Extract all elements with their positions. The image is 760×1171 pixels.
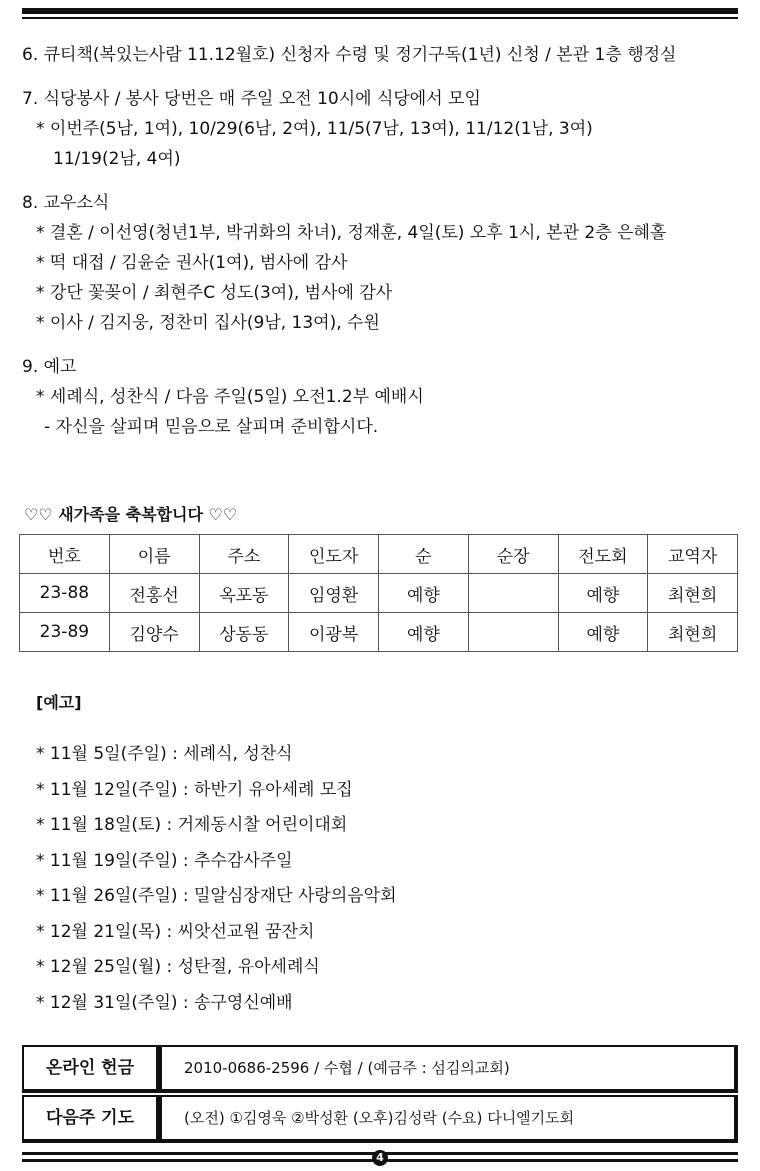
top-rule-thin	[22, 17, 738, 19]
table-cell: 최현희	[648, 613, 738, 652]
online-offering-row	[22, 1045, 738, 1091]
announcement-line: * 세례식, 성찬식 / 다음 주일(5일) 오전1.2부 예배시	[36, 387, 424, 407]
column-header: 순장	[468, 535, 558, 574]
column-header: 인도자	[289, 535, 379, 574]
table-cell: 예향	[558, 574, 648, 613]
announcement-line: 11/19(2남, 4여)	[53, 149, 181, 169]
list-item: * 11월 19일(주일) : 추수감사주일	[36, 850, 293, 871]
table-cell: 전홍선	[109, 574, 199, 613]
list-item: * 12월 21일(목) : 씨앗선교원 꿈잔치	[36, 921, 315, 942]
announcement-line: * 이사 / 김지웅, 정찬미 집사(9남, 13여), 수원	[36, 313, 380, 333]
list-item: * 11월 5일(주일) : 세례식, 성찬식	[36, 744, 293, 764]
table-cell: 23-88	[20, 574, 110, 613]
list-item: * 11월 26일(주일) : 밀알심장재단 사랑의음악회	[36, 886, 397, 906]
table-row	[20, 574, 738, 613]
announcement-line: * 떡 대접 / 김윤순 권사(1여), 범사에 감사	[36, 253, 348, 273]
table-cell: 예향	[558, 613, 648, 652]
new-family-table	[19, 534, 738, 652]
table-row	[20, 613, 738, 652]
announcement-8	[22, 188, 738, 338]
announcement-heading: 7. 식당봉사 / 봉사 당번은 매 주일 오전 10시에 식당에서 모임	[22, 89, 481, 109]
table-cell: 23-89	[20, 613, 110, 652]
column-header: 이름	[109, 535, 199, 574]
notice-title: [예고]	[36, 693, 82, 712]
column-header: 순	[379, 535, 469, 574]
table-cell: 상동동	[199, 613, 289, 652]
table-cell: 이광복	[289, 613, 379, 652]
column-header: 교역자	[648, 535, 738, 574]
announcement-line: - 자신을 살피며 믿음으로 살피며 준비합시다.	[44, 417, 379, 437]
top-double-rule	[22, 8, 738, 19]
announcement-9	[22, 352, 738, 442]
bottom-double-rule	[22, 1150, 738, 1166]
online-offering-account: 2010-0686-2596 / 수협 / (예금주 : 섬김의교회)	[160, 1045, 738, 1093]
table-header-row	[20, 535, 738, 574]
table-cell: 예향	[379, 574, 469, 613]
announcement-line: * 이번주(5남, 1여), 10/29(6남, 2여), 11/5(7남, 13여), 11/12(1남, 3여)	[36, 119, 593, 139]
list-item: * 11월 18일(토) : 거제동시찰 어린이대회	[36, 815, 348, 835]
table-cell: 옥포동	[199, 574, 289, 613]
table-cell	[468, 574, 558, 613]
announcement-6	[22, 40, 738, 70]
table-cell: 임영환	[289, 574, 379, 613]
next-week-prayer-row	[22, 1095, 738, 1141]
announcement-heading: 9. 예고	[22, 357, 77, 377]
column-header: 전도회	[558, 535, 648, 574]
list-item: * 12월 31일(주일) : 송구영신예배	[36, 992, 293, 1013]
notice-list	[36, 737, 726, 1021]
announcement-7	[22, 84, 738, 174]
announcement-heading: 8. 교우소식	[22, 193, 110, 213]
list-item: * 11월 12일(주일) : 하반기 유아세례 모집	[36, 779, 353, 800]
announcement-sections	[22, 40, 738, 456]
table-cell	[468, 613, 558, 652]
list-item: * 12월 25일(월) : 성탄절, 유아세례식	[36, 957, 320, 977]
announcement-line: * 강단 꽃꽂이 / 최현주C 성도(3여), 범사에 감사	[36, 283, 393, 303]
announcement-line: * 결혼 / 이선영(청년1부, 박귀화의 차녀), 정재훈, 4일(토) 오후 1시, 본관 2층 은혜홀	[36, 223, 667, 243]
page-number-badge: 4	[372, 1150, 388, 1166]
column-header: 주소	[199, 535, 289, 574]
new-family-title: ♡♡ 새가족을 축복합니다 ♡♡	[24, 505, 238, 524]
table-cell: 최현희	[648, 574, 738, 613]
table-cell: 김양수	[109, 613, 199, 652]
announcement-heading: 6. 큐티책(복있는사람 11.12월호) 신청자 수령 및 정기구독(1년) 신청 / 본관 1층 행정실	[22, 45, 677, 65]
online-offering-label: 온라인 헌금	[22, 1045, 160, 1093]
top-rule-thick	[22, 8, 738, 14]
next-week-prayer-value: (오전) ①김영욱 ②박성환 (오후)김성락 (수요) 다니엘기도회	[160, 1095, 738, 1143]
next-week-prayer-label: 다음주 기도	[22, 1095, 160, 1143]
table-cell: 예향	[379, 613, 469, 652]
column-header: 번호	[20, 535, 110, 574]
